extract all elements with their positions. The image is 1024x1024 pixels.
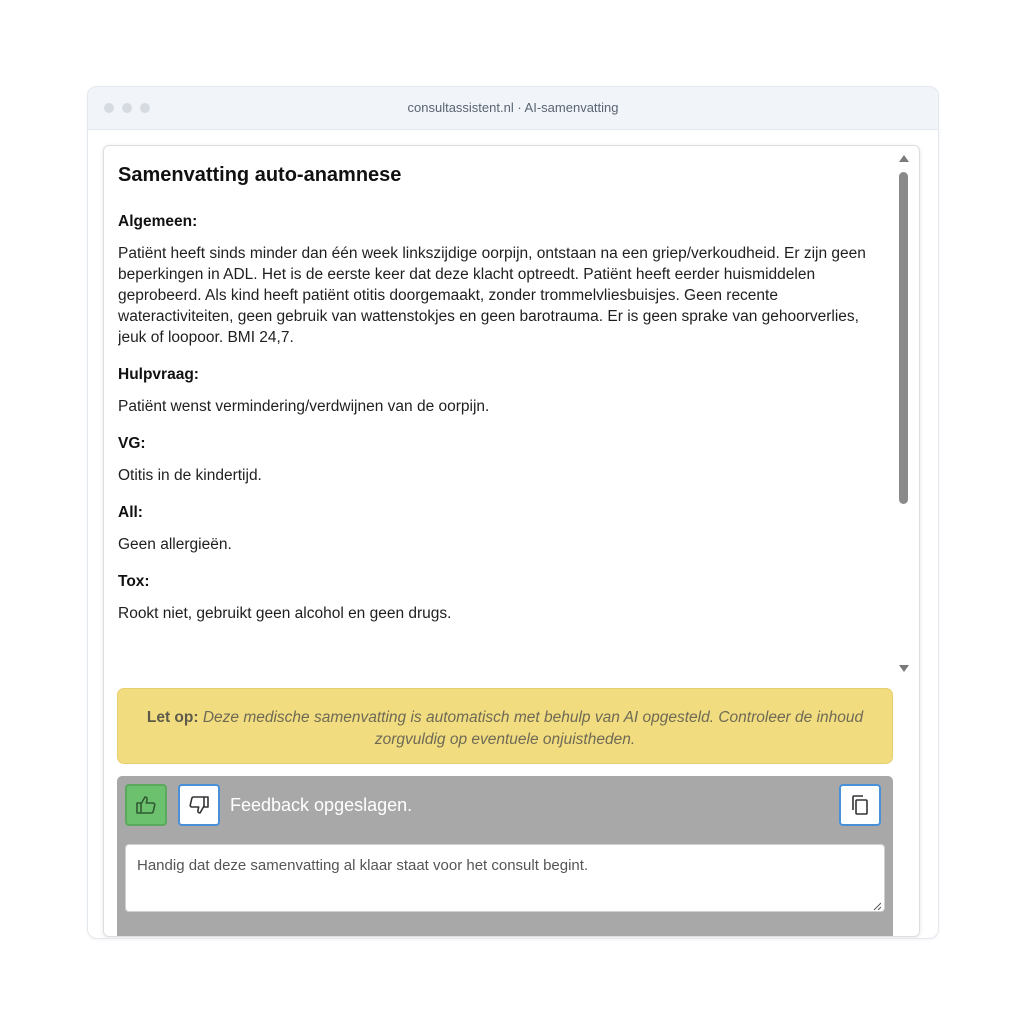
feedback-status: Feedback opgeslagen. [230, 795, 413, 815]
ai-warning-notice [117, 688, 893, 764]
summary-scroll-area[interactable] [118, 164, 878, 674]
copy-icon [848, 793, 872, 817]
summary-card [103, 145, 920, 937]
resize-grip-icon[interactable] [873, 902, 881, 910]
browser-window [87, 86, 939, 939]
window-titlebar [88, 87, 938, 130]
section-heading-vg: VG: [118, 435, 146, 452]
window-title: consultassistent.nl · AI-samenvatting [407, 100, 619, 115]
section-text-hulpvraag: Patiënt wenst vermindering/verdwijnen van de oorpijn. [118, 398, 490, 415]
section-text-vg: Otitis in de kindertijd. [118, 467, 262, 484]
section-text-all: Geen allergieën. [118, 536, 232, 553]
thumbs-up-button[interactable] [125, 784, 167, 826]
copy-button[interactable] [839, 784, 881, 826]
notice-label: Let op: [146, 709, 199, 726]
section-text-tox: Rookt niet, gebruikt geen alcohol en geen drugs. [118, 605, 452, 622]
thumbs-up-icon [134, 793, 158, 817]
feedback-panel [117, 776, 893, 936]
section-heading-all: All: [118, 504, 143, 521]
notice-message: Deze medische samenvatting is automatisch met behulp van AI opgesteld. Controleer de inhoud zorgvuldig op eventuele onjuistheden. [202, 709, 864, 748]
summary-title: Samenvatting auto-anamnese [118, 164, 402, 186]
section-text-algemeen: Patiënt heeft sinds minder dan één week linkszijdige oorpijn, ontstaan na een griep/verkoudheid. Er zijn geen beperkingen in ADL. Het is de eerste keer dat deze klacht optreedt. Patiënt heeft eerder huismiddelen geprobeerd. Als kind heeft patiënt otitis doorgemaakt, zonder trommelvliesbuisjes. Geen recente wateractiviteiten, geen gebruik van wattenstokjes en geen barotrauma. Er is geen sprake van gehoorverlies, jeuk of loopoor. BMI 24,7. [118, 245, 866, 346]
section-heading-tox: Tox: [118, 573, 150, 590]
section-heading-algemeen: Algemeen: [118, 213, 198, 230]
scroll-down-arrow-icon[interactable] [899, 665, 909, 672]
scrollbar[interactable] [897, 152, 911, 674]
feedback-comment-input[interactable] [125, 844, 885, 912]
section-heading-hulpvraag: Hulpvraag: [118, 366, 199, 383]
scroll-up-arrow-icon[interactable] [899, 155, 909, 162]
thumbs-down-button[interactable] [178, 784, 220, 826]
thumbs-down-icon [187, 793, 211, 817]
scrollbar-thumb[interactable] [899, 172, 908, 504]
